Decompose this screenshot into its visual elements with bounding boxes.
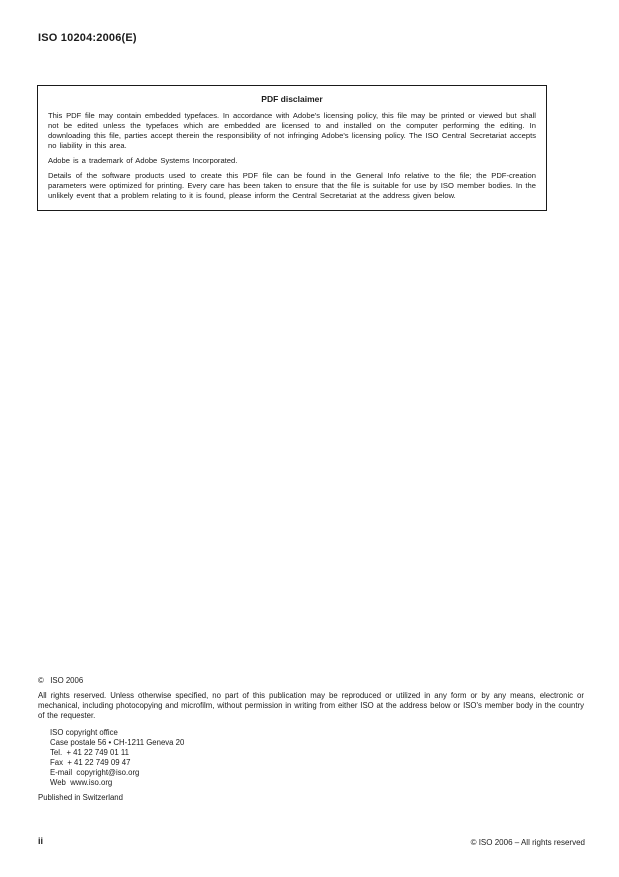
iso-address-block xyxy=(50,728,584,788)
disclaimer-title: PDF disclaimer xyxy=(261,94,323,104)
published-in-text: Published in Switzerland xyxy=(38,793,123,802)
rights-reserved-text: All rights reserved. Unless otherwise specified, no part of this publication may be reproduced or utilized in any form or by any means, electronic or mechanical, including photocopying and microfilm, without permission in writing from either ISO at the address below or ISO's member body in the country of the requester. xyxy=(38,691,584,720)
disclaimer-paragraph-software: Details of the software products used to create this PDF file can be found in the General Info relative to the file; the PDF-creation parameters were optimized for printing. Every care has been taken to ensure that the file is suitable for use by ISO member bodies. In the unlikely event that a problem relating to it is found, please inform the Central Secretariat at the address given below. xyxy=(48,171,536,200)
pdf-disclaimer-box xyxy=(37,85,547,211)
address-line-tel: Tel. + 41 22 749 01 11 xyxy=(50,748,129,757)
footer-page-number: ii xyxy=(38,836,44,846)
address-line-postal: Case postale 56 • CH-1211 Geneva 20 xyxy=(50,738,185,747)
address-line-web: Web www.iso.org xyxy=(50,778,113,787)
copyright-block xyxy=(38,676,584,803)
address-line-email: E-mail copyright@iso.org xyxy=(50,768,140,777)
address-line-fax: Fax + 41 22 749 09 47 xyxy=(50,758,131,767)
disclaimer-paragraph-trademark: Adobe is a trademark of Adobe Systems Incorporated. xyxy=(48,156,238,165)
footer-copyright-text: © ISO 2006 – All rights reserved xyxy=(470,838,585,847)
address-line-office: ISO copyright office xyxy=(50,728,118,737)
document-number-header: ISO 10204:2006(E) xyxy=(38,32,137,44)
disclaimer-paragraph-typefaces: This PDF file may contain embedded typefaces. In accordance with Adobe's licensing policy, this file may be printed or viewed but shall not be edited unless the typefaces which are embedded are licensed to and installed on the computer performing the editing. In downloading this file, parties accept therein the responsibility of not infringing Adobe's licensing policy. The ISO Central Secretariat accepts no liability in this area. xyxy=(48,111,536,150)
copyright-notice: © ISO 2006 xyxy=(38,676,84,685)
